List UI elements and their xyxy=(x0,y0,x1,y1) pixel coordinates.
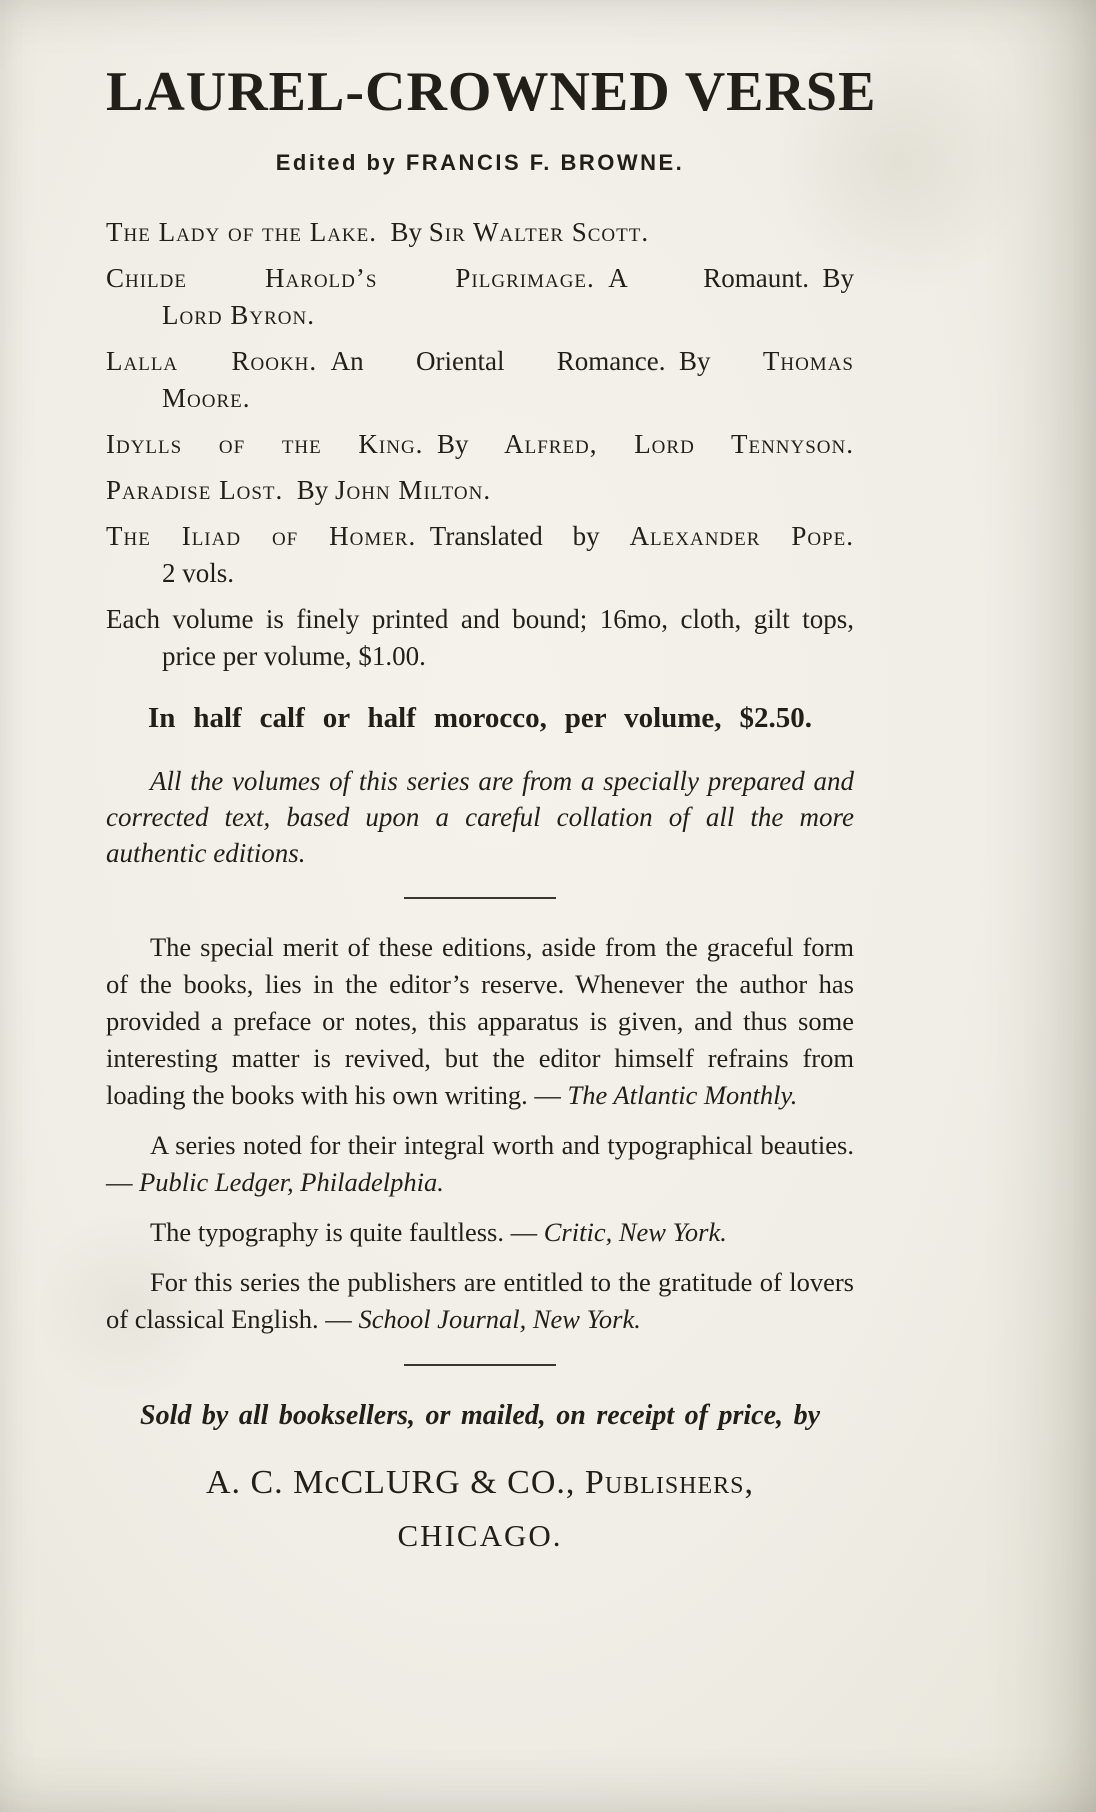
book-entry xyxy=(106,472,854,509)
review-paragraph: A series noted for their integral worth and typographical beauties. — Public Ledger, Philadelphia. xyxy=(106,1130,854,1198)
page-title: LAUREL-CROWNED VERSE xyxy=(106,61,877,123)
book-line: Paradise Lost. By John Milton. xyxy=(106,475,492,506)
divider xyxy=(404,1364,556,1366)
price-line: In half calf or half morocco, per volume, $2.50. xyxy=(148,702,812,735)
divider xyxy=(404,897,556,899)
book-entry xyxy=(106,518,854,592)
book-line: Lalla Rookh. An Oriental Romance. By Thomas xyxy=(106,346,854,377)
series-note: All the volumes of this series are from a specially prepared and corrected text, based upon a careful collation of all the more authentic editions. xyxy=(106,766,854,869)
page-content xyxy=(106,60,877,1554)
book-entry xyxy=(106,260,854,334)
book-line: price per volume, $1.00. xyxy=(162,641,426,672)
book-line: Idylls of the King. By Alfred, Lord Tennyson. xyxy=(106,429,854,460)
book-line: Childe Harold’s Pilgrimage. A Romaunt. By xyxy=(106,263,855,294)
review-paragraph: The special merit of these editions, aside from the graceful form of the books, lies in the editor’s reserve. Whenever the author has provided a preface or notes, this apparatus is given, and thus some interesting matter is revived, but the editor himself refrains from loading the books with his own writing. — The Atlantic Monthly. xyxy=(106,932,854,1111)
review-paragraph: For this series the publishers are entitled to the gratitude of lovers of classical English. — School Journal, New York. xyxy=(106,1267,854,1335)
book-entry xyxy=(106,343,854,417)
book-line: The Iliad of Homer. Translated by Alexander Pope. xyxy=(106,521,854,552)
book-line: The Lady of the Lake. By Sir Walter Scott. xyxy=(106,217,650,248)
city-line: CHICAGO. xyxy=(397,1518,563,1554)
book-entry xyxy=(106,601,854,675)
book-line: 2 vols. xyxy=(162,558,235,589)
book-list xyxy=(106,214,854,675)
book-entry xyxy=(106,214,854,251)
book-line: Lord Byron. xyxy=(162,300,315,331)
sold-line: Sold by all booksellers, or mailed, on receipt of price, by xyxy=(140,1400,820,1432)
book-line: Each volume is finely printed and bound; 16mo, cloth, gilt tops, xyxy=(106,604,854,635)
publisher-line: A. C. McCLURG & CO., Publishers, xyxy=(205,1464,755,1502)
edited-by-line: Edited by FRANCIS F. BROWNE. xyxy=(275,150,685,176)
review-paragraph: The typography is quite faultless. — Critic, New York. xyxy=(150,1217,727,1248)
book-entry xyxy=(106,426,854,463)
book-line: Moore. xyxy=(162,383,251,414)
